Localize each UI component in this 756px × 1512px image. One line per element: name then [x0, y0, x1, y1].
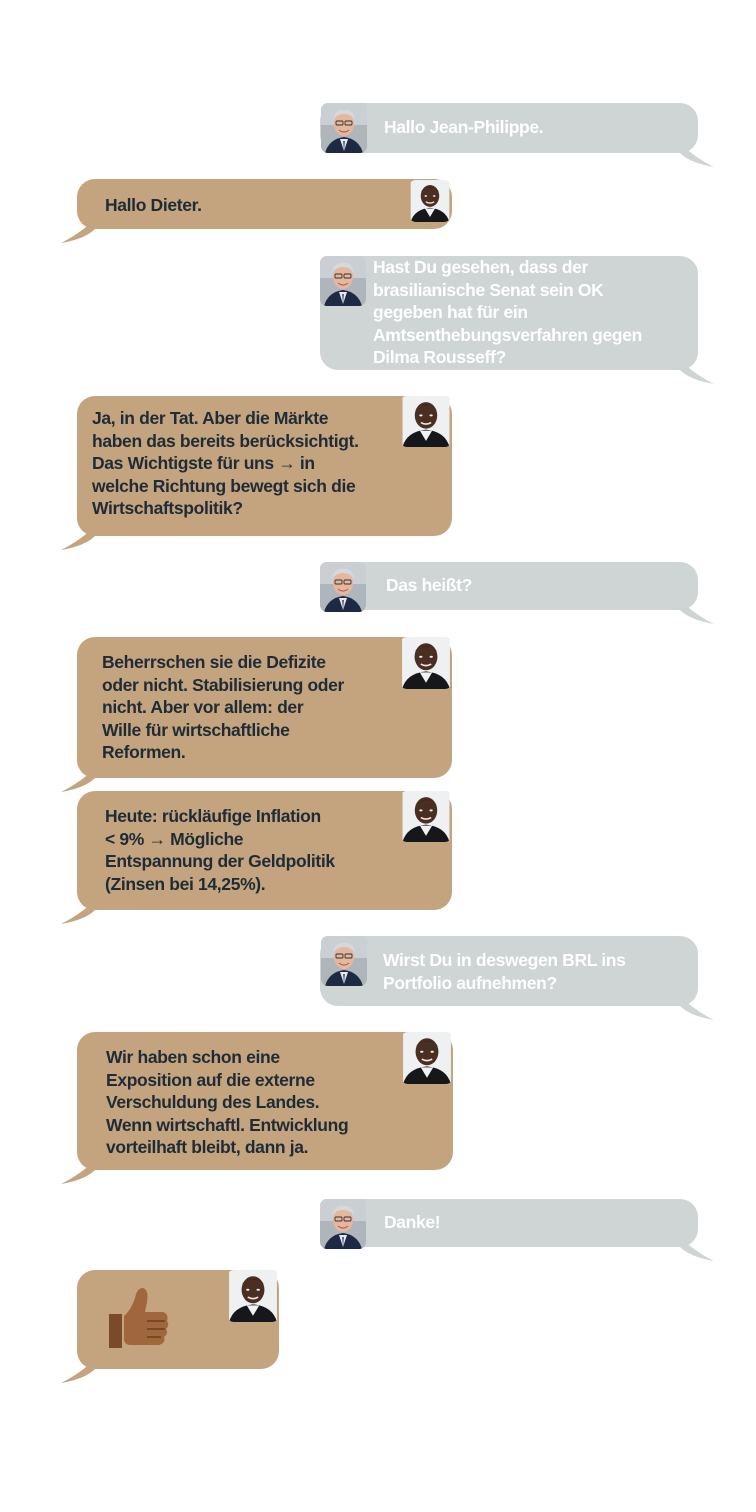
bubble-tail	[680, 600, 714, 624]
message-dieter-5	[320, 1199, 698, 1247]
message-text: Das heißt?	[386, 575, 472, 595]
bubble-tail	[61, 526, 95, 550]
message-text: Wirst Du in deswegen BRL ins Portfolio aufnehmen?	[383, 950, 626, 993]
bubble-tail	[680, 143, 714, 167]
avatar-jean-philippe	[400, 637, 452, 689]
avatar-jean-philippe	[400, 791, 452, 842]
bubble-tail	[61, 219, 95, 243]
avatar-jean-philippe	[409, 180, 451, 222]
message-text: Hallo Dieter.	[105, 195, 202, 215]
message-dieter-1	[320, 103, 698, 153]
bubble-tail	[680, 1237, 714, 1261]
thumbs-up-icon	[101, 1280, 173, 1352]
bubble-tail	[61, 900, 95, 924]
message-bubble	[320, 1199, 698, 1247]
message-dieter-4	[320, 936, 698, 1006]
message-text: Wir haben schon eine Exposition auf die externe Verschuldung des Landes. Wenn wirtschaftl. Entwicklung vorteilhaft bleibt, dann ja.	[106, 1047, 349, 1157]
message-dieter-2	[320, 256, 698, 370]
avatar-jean-philippe	[401, 1032, 453, 1084]
message-jean-philippe-6	[77, 1270, 279, 1369]
avatar-dieter	[321, 103, 367, 153]
message-bubble	[320, 562, 698, 610]
message-jean-philippe-5	[77, 1032, 453, 1170]
message-dieter-3	[320, 562, 698, 610]
bubble-tail	[61, 1160, 95, 1184]
avatar-jean-philippe	[227, 1270, 279, 1322]
message-text: Danke!	[384, 1212, 441, 1232]
message-text: Beherrschen sie die Defizite oder nicht. Stabilisierung oder nicht. Aber vor allem: der Wille für wirtschaftliche Reformen.	[102, 652, 344, 762]
avatar-dieter	[320, 562, 366, 612]
avatar-dieter	[321, 936, 367, 986]
message-text: Ja, in der Tat. Aber die Märkte haben das bereits berücksichtigt. Das Wichtigste für uns → in welche Richtung bewegt sich die Wirtschaftspolitik?	[92, 408, 359, 518]
avatar-dieter	[320, 256, 366, 306]
bubble-tail	[680, 996, 714, 1020]
bubble-tail	[61, 1359, 95, 1383]
avatar-dieter	[320, 1199, 366, 1249]
bubble-tail	[61, 768, 95, 792]
message-jean-philippe-2	[77, 396, 452, 536]
message-text: Hast Du gesehen, dass der brasilianische Senat sein OK gegeben hat für ein Amtsenthebungsverfahren gegen Dilma Rousseff?	[373, 257, 642, 367]
avatar-jean-philippe	[400, 396, 452, 447]
message-jean-philippe-4	[77, 791, 452, 910]
message-text: Hallo Jean-Philippe.	[384, 117, 544, 137]
message-text: Heute: rückläufige Inflation < 9% → Mögliche Entspannung der Geldpolitik (Zinsen bei 14,25%).	[105, 806, 335, 894]
message-jean-philippe-1	[77, 179, 452, 229]
message-jean-philippe-3	[77, 637, 452, 778]
bubble-tail	[680, 360, 714, 384]
